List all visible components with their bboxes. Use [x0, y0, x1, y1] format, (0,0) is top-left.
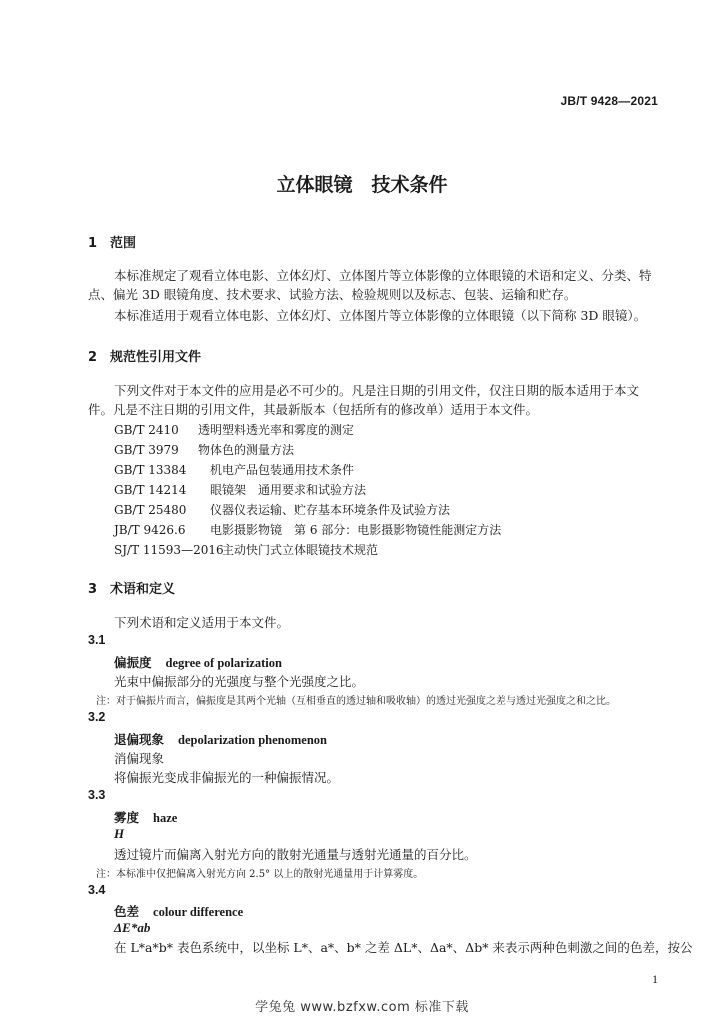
section-title: 规范性引用文件	[110, 350, 202, 365]
term-number: 3.3	[88, 788, 106, 802]
reference-item: GB/T 2410 透明塑料透光率和雾度的测定	[114, 423, 355, 437]
term-definition: 透过镜片而偏离入射光方向的散射光通量与透射光通量的百分比。	[114, 847, 477, 862]
references-intro: 下列文件对于本文件的应用是必不可少的。凡是注日期的引用文件，仅注日期的版本适用于本文 件。凡是不注日期的引用文件，其最新版本（包括所有的修改单）适用于本文件。	[88, 383, 640, 417]
reference-item: GB/T 14214 眼镜架 通用要求和试验方法	[114, 483, 367, 497]
footer-watermark: 学兔兔 www.bzfxw.com 标准下载	[255, 1000, 469, 1015]
section-number: 3	[88, 582, 98, 597]
standard-code: JB/T 9428—2021	[560, 94, 658, 108]
scope-paragraph-2: 本标准适用于观看立体电影、立体幻灯、立体图片等立体影像的立体眼镜（以下简称 3D 眼镜）。	[114, 308, 647, 323]
term-synonym: 消偏现象	[114, 751, 165, 766]
reference-item: SJ/T 11593—2016主动快门式立体眼镜技术规范	[114, 543, 379, 557]
term-heading: 色差 colour difference	[114, 904, 244, 919]
term-definition: 在 L*a*b* 表色系统中，以坐标 L*、a*、b* 之差 ΔL*、Δa*、Δb* 来表示两种色刺激之间的色差，按公	[114, 940, 693, 955]
section-title: 范围	[110, 236, 137, 251]
terms-intro: 下列术语和定义适用于本文件。	[114, 615, 290, 630]
term-number: 3.1	[88, 633, 106, 647]
section-3-heading	[88, 578, 175, 597]
section-number: 1	[88, 236, 98, 251]
document-title: 立体眼镜 技术条件	[276, 174, 448, 196]
term-number: 3.4	[88, 883, 106, 897]
term-heading: 偏振度 degree of polarization	[114, 655, 282, 670]
reference-item: JB/T 9426.6 电影摄影物镜 第 6 部分：电影摄影物镜性能测定方法	[114, 523, 502, 537]
term-heading: 雾度 haze	[114, 810, 178, 825]
section-title: 术语和定义	[110, 582, 176, 597]
page-number: 1	[652, 972, 658, 986]
term-definition: 光束中偏振部分的光强度与整个光强度之比。	[114, 674, 365, 689]
reference-item: GB/T 25480 仪器仪表运输、贮存基本环境条件及试验方法	[114, 503, 451, 517]
term-note: 注：本标准中仅把偏离入射光方向 2.5° 以上的散射光通量用于计算雾度。	[96, 869, 424, 880]
reference-item: GB/T 13384 机电产品包装通用技术条件	[114, 463, 355, 477]
term-heading: 退偏现象 depolarization phenomenon	[114, 732, 327, 747]
scope-paragraph-1: 本标准规定了观看立体电影、立体幻灯、立体图片等立体影像的立体眼镜的术语和定义、分类、特 点、偏光 3D 眼镜角度、技术要求、试验方法、检验规则以及标志、包装、运输和贮存。	[88, 268, 652, 302]
term-symbol: ΔE*ab	[114, 920, 151, 935]
reference-item: GB/T 3979 物体色的测量方法	[114, 443, 295, 457]
term-number: 3.2	[88, 710, 106, 724]
section-1-heading	[88, 232, 136, 251]
term-definition: 将偏振光变成非偏振光的一种偏振情况。	[114, 770, 340, 785]
section-2-heading	[88, 346, 201, 365]
term-symbol: H	[114, 826, 125, 841]
section-number: 2	[88, 350, 98, 365]
term-note: 注：对于偏振片而言，偏振度是其两个光轴（互相垂直的透过轴和吸收轴）的透过光强度之差与透过光强度之和之比。	[96, 696, 616, 707]
